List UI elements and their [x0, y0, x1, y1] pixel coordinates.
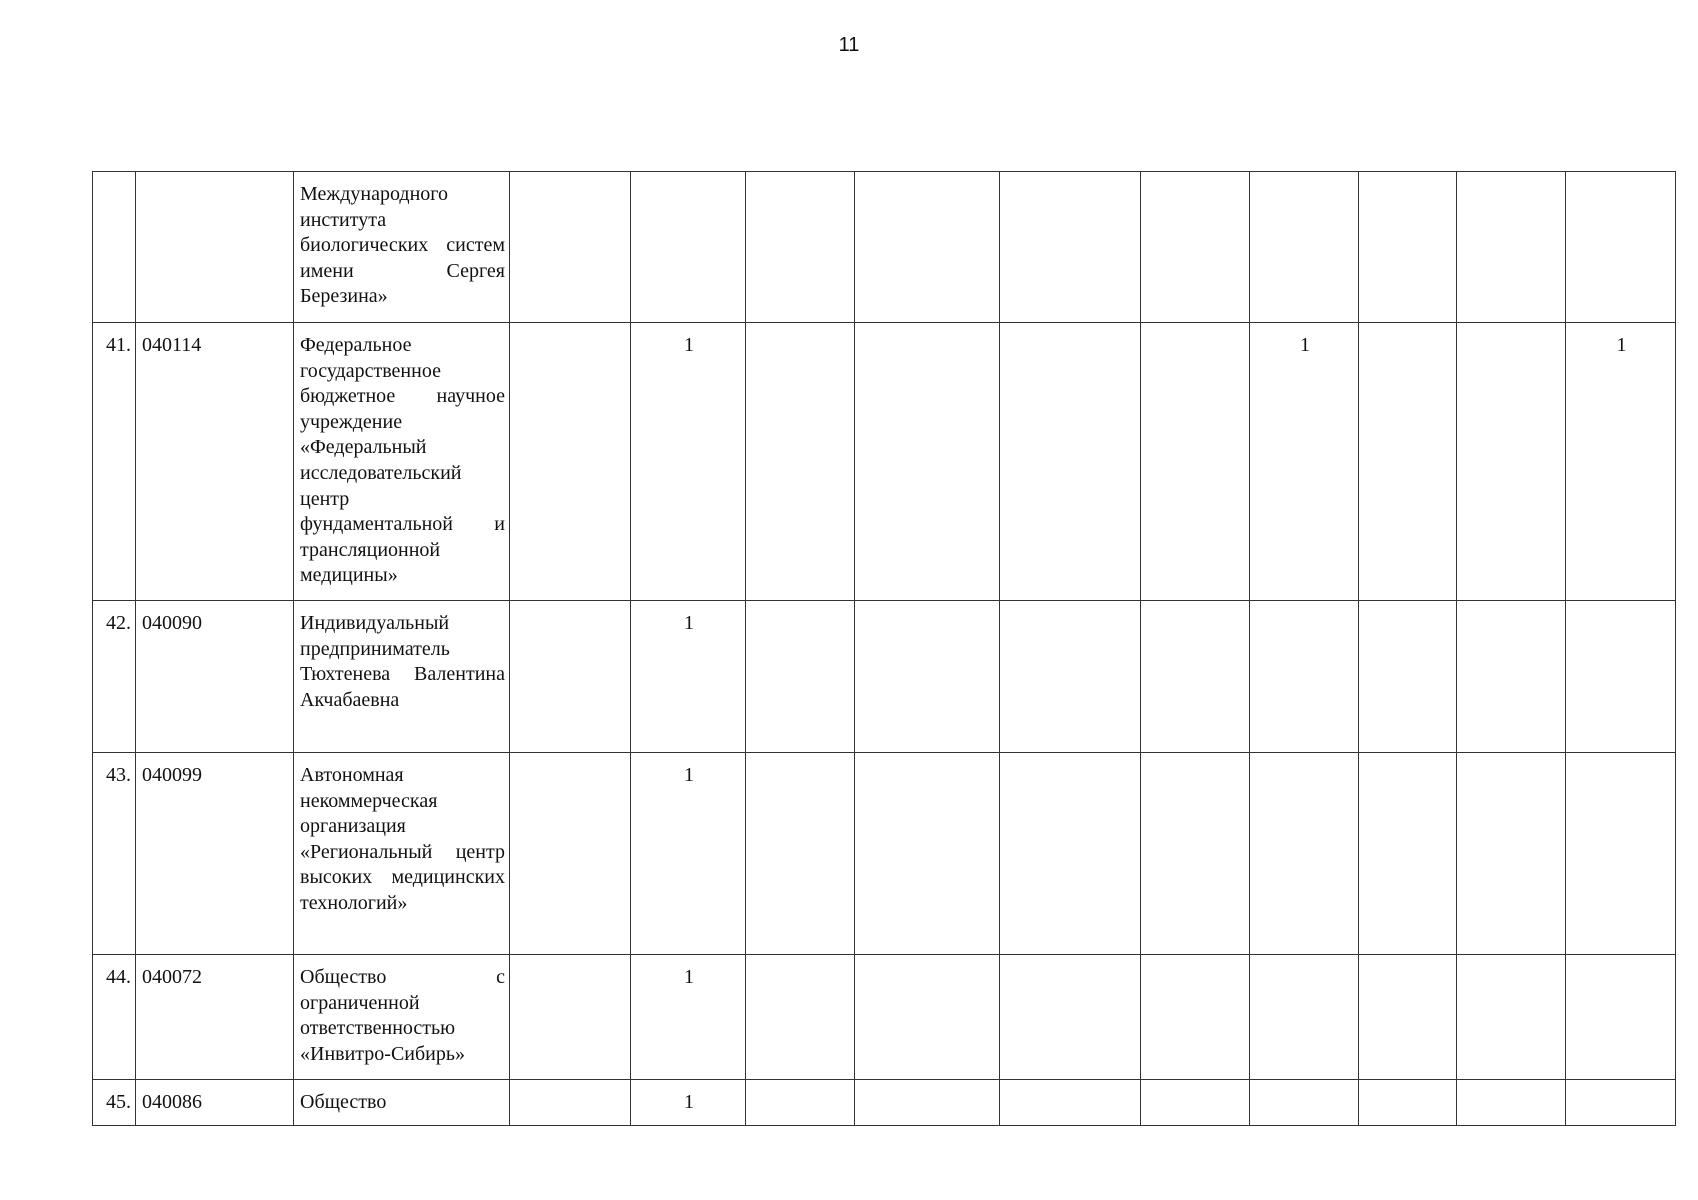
value-cell-10 — [1566, 753, 1676, 955]
value-cell-10: 1 — [1566, 323, 1676, 601]
value-cell-6 — [1141, 601, 1250, 753]
value-cell-10 — [1566, 601, 1676, 753]
organizations-table — [92, 171, 1676, 1126]
row-number-cell: 42. — [93, 601, 136, 753]
value-cell-8 — [1359, 955, 1457, 1080]
value-cell-7 — [1250, 1080, 1359, 1126]
value-cell-7: 1 — [1250, 323, 1359, 601]
value-cell-3 — [746, 323, 855, 601]
value-cell-8 — [1359, 172, 1457, 323]
value-cell-5 — [1000, 172, 1141, 323]
page-number: 11 — [838, 34, 860, 56]
value-cell-8 — [1359, 1080, 1457, 1126]
table-row — [93, 601, 1676, 753]
value-cell-2: 1 — [631, 601, 746, 753]
value-cell-1 — [510, 753, 631, 955]
organization-name-cell: Автономная некоммерческая организация «Региональный центр высоких медицинских технологий» — [294, 753, 510, 955]
registry-code-cell: 040090 — [136, 601, 294, 753]
row-number-cell: 44. — [93, 955, 136, 1080]
value-cell-2: 1 — [631, 1080, 746, 1126]
value-cell-10 — [1566, 172, 1676, 323]
value-cell-4 — [855, 172, 1000, 323]
value-cell-4 — [855, 323, 1000, 601]
value-cell-2: 1 — [631, 955, 746, 1080]
value-cell-3 — [746, 1080, 855, 1126]
value-cell-6 — [1141, 1080, 1250, 1126]
value-cell-9 — [1457, 323, 1566, 601]
value-cell-4 — [855, 955, 1000, 1080]
organization-name-cell: Международного института биологических систем имени Сергея Березина» — [294, 172, 510, 323]
organization-name-cell: Федеральное государственное бюджетное научное учреждение «Федеральный исследовательский центр фундаментальной и трансляционной медицины» — [294, 323, 510, 601]
value-cell-9 — [1457, 601, 1566, 753]
value-cell-9 — [1457, 753, 1566, 955]
value-cell-7 — [1250, 172, 1359, 323]
value-cell-6 — [1141, 323, 1250, 601]
value-cell-9 — [1457, 955, 1566, 1080]
value-cell-10 — [1566, 1080, 1676, 1126]
table-row — [93, 323, 1676, 601]
table-row — [93, 1080, 1676, 1126]
organization-name-cell: Индивидуальный предприниматель Тюхтенева Валентина Акчабаевна — [294, 601, 510, 753]
value-cell-1 — [510, 955, 631, 1080]
table-row — [93, 955, 1676, 1080]
value-cell-2 — [631, 172, 746, 323]
registry-code-cell — [136, 172, 294, 323]
organization-name-cell: Общество — [294, 1080, 510, 1126]
value-cell-3 — [746, 753, 855, 955]
value-cell-7 — [1250, 955, 1359, 1080]
value-cell-6 — [1141, 753, 1250, 955]
value-cell-8 — [1359, 323, 1457, 601]
value-cell-2: 1 — [631, 323, 746, 601]
value-cell-1 — [510, 323, 631, 601]
value-cell-5 — [1000, 753, 1141, 955]
registry-code-cell: 040099 — [136, 753, 294, 955]
registry-code-cell: 040114 — [136, 323, 294, 601]
value-cell-7 — [1250, 753, 1359, 955]
value-cell-3 — [746, 172, 855, 323]
registry-code-cell: 040072 — [136, 955, 294, 1080]
row-number-cell: 43. — [93, 753, 136, 955]
value-cell-1 — [510, 601, 631, 753]
registry-code-cell: 040086 — [136, 1080, 294, 1126]
value-cell-9 — [1457, 172, 1566, 323]
value-cell-2: 1 — [631, 753, 746, 955]
row-number-cell: 41. — [93, 323, 136, 601]
value-cell-10 — [1566, 955, 1676, 1080]
organization-name-cell: Общество с ограниченной ответственностью «Инвитро-Сибирь» — [294, 955, 510, 1080]
value-cell-6 — [1141, 172, 1250, 323]
value-cell-1 — [510, 172, 631, 323]
value-cell-5 — [1000, 323, 1141, 601]
value-cell-4 — [855, 601, 1000, 753]
value-cell-6 — [1141, 955, 1250, 1080]
value-cell-9 — [1457, 1080, 1566, 1126]
value-cell-3 — [746, 601, 855, 753]
value-cell-4 — [855, 1080, 1000, 1126]
row-number-cell: 45. — [93, 1080, 136, 1126]
value-cell-5 — [1000, 601, 1141, 753]
value-cell-5 — [1000, 1080, 1141, 1126]
row-number-cell — [93, 172, 136, 323]
table-row — [93, 753, 1676, 955]
value-cell-1 — [510, 1080, 631, 1126]
value-cell-8 — [1359, 753, 1457, 955]
value-cell-4 — [855, 753, 1000, 955]
value-cell-7 — [1250, 601, 1359, 753]
table-row — [93, 172, 1676, 323]
value-cell-8 — [1359, 601, 1457, 753]
value-cell-5 — [1000, 955, 1141, 1080]
value-cell-3 — [746, 955, 855, 1080]
